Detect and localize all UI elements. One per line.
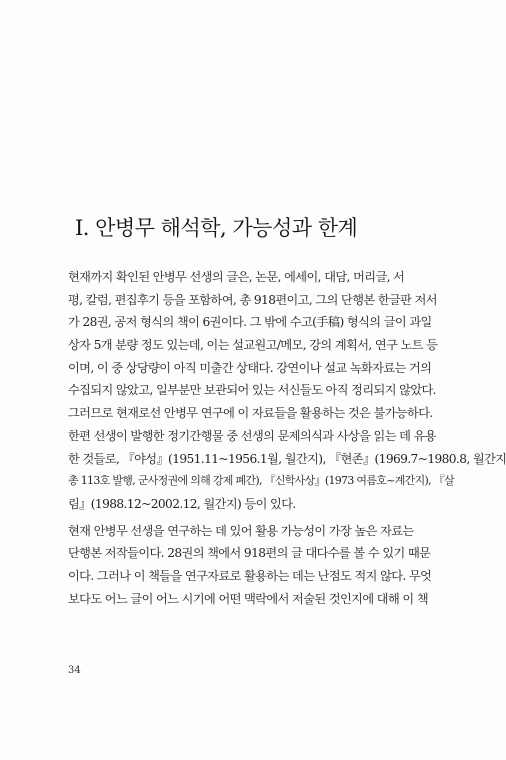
- text-line: 그러므로 현재로선 안병무 연구에 이 자료들을 활용하는 것은 불가능하다.: [68, 406, 433, 421]
- text-line: 단행본 저작들이다. 28권의 책에서 918편의 글 대다수를 볼 수 있기 때문: [68, 546, 431, 561]
- text-line: 가 28권, 공저 형식의 책이 6권이다. 그 밖에 수고(手稿) 형식의 글이 과일: [68, 315, 432, 330]
- body-text: [68, 266, 506, 614]
- text-line: 이며, 이 중 상당량이 아직 미출간 상태다. 강연이나 설교 녹화자료는 거의: [68, 360, 432, 375]
- text-line: 이다. 그러나 이 책들을 연구자료로 활용하는 데는 난점도 적지 않다. 무엇: [68, 568, 432, 583]
- paragraph-1: [68, 266, 506, 516]
- text-line: 상자 5개 분량 정도 있는데, 이는 설교원고/메모, 강의 계획서, 연구 노트 등: [68, 338, 438, 353]
- text-line: 보다도 어느 글이 어느 시기에 어떤 맥락에서 저술된 것인지에 대해 이 책: [68, 591, 429, 606]
- text-line: 현재 안병무 선생을 연구하는 데 있어 활용 가능성이 가장 높은 자료는: [68, 523, 414, 538]
- chapter-title: I. 안병무 해석학, 가능성과 한계: [75, 216, 358, 240]
- text-line: 수집되지 않았고, 일부분만 보관되어 있는 서신들도 아직 정리되지 않았다.: [68, 383, 436, 398]
- text-line: 한편 선생이 발행한 정기간행물 중 선생의 문제의식과 사상을 읽는 데 유용: [68, 428, 436, 443]
- page-number: 34: [68, 665, 81, 676]
- paragraph-2: [68, 520, 432, 611]
- text-line: 현재까지 확인된 안병무 선생의 글은, 논문, 에세이, 대담, 머리글, 서: [68, 270, 405, 284]
- text-line: 평, 칼럼, 편집후기 등을 포함하여, 총 918편이고, 그의 단행본 한글판 저서: [68, 292, 437, 307]
- text-line: 총 113호 발행, 군사정권에 의해 강제 폐간), 『신학사상』(1973 여름호~계간지), 『살: [68, 474, 454, 488]
- text-line: 림』(1988.12~2002.12, 월간지) 등이 있다.: [68, 496, 296, 511]
- text-line: 한 것들로, 『야성』(1951.11~1956.1월, 월간지), 『현존』(1969.7~1980.8, 월간지: [68, 451, 506, 466]
